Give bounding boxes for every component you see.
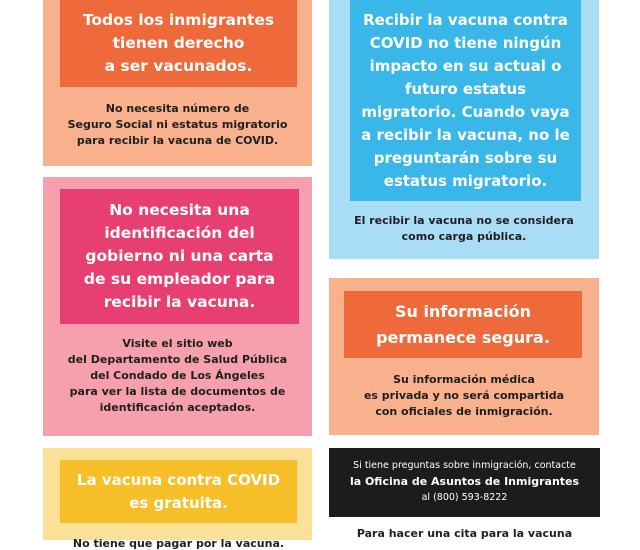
appointment-heading: Para hacer una cita para la vacuna [356, 527, 573, 540]
card-note: No necesita número de Seguro Social ni estatus migratorio para recibir la vacuna de COVID. [67, 102, 288, 147]
contact-intro: Si tiene preguntas sobre inmigración, contacte [353, 460, 576, 471]
card-headline: No necesita una identificación del gobierno ni una carta de su empleador para recibir la vacuna. [60, 189, 299, 324]
card-vaccine-free [43, 448, 312, 550]
contact-phone[interactable]: al (800) 593-8222 [421, 492, 508, 503]
card-note-clipped [60, 535, 297, 549]
contact-office-name: la Oficina de Asuntos de Inmigrantes [349, 475, 580, 488]
card-no-id-needed [43, 177, 312, 436]
card-immigrants-right [43, 0, 312, 166]
contact-box [329, 448, 600, 517]
card-headline: La vacuna contra COVID es gratuita. [60, 460, 297, 523]
card-immigration-status [329, 0, 599, 259]
card-headline: Todos los inmigrantes tienen derecho a ser vacunados. [60, 0, 297, 87]
card-headline: Su información permanece segura. [344, 291, 582, 358]
card-note: Visite el sitio web del Departamento de Salud Pública del Condado de Los Ángeles para ver la lista de documentos de identificación aceptados. [67, 337, 288, 414]
card-headline: Recibir la vacuna contra COVID no tiene ningún impacto en su actual o futuro estatus migratorio. Cuando vaya a recibir la vacuna, no le preguntarán sobre su estatus migratorio. [350, 0, 581, 201]
card-info-safe [329, 278, 599, 435]
card-note: Su información médica es privada y no será compartida con oficiales de inmigración. [363, 373, 565, 418]
card-note: No tiene que pagar por la vacuna. [72, 537, 285, 550]
card-note: El recibir la vacuna no se considera como carga pública. [354, 214, 574, 243]
